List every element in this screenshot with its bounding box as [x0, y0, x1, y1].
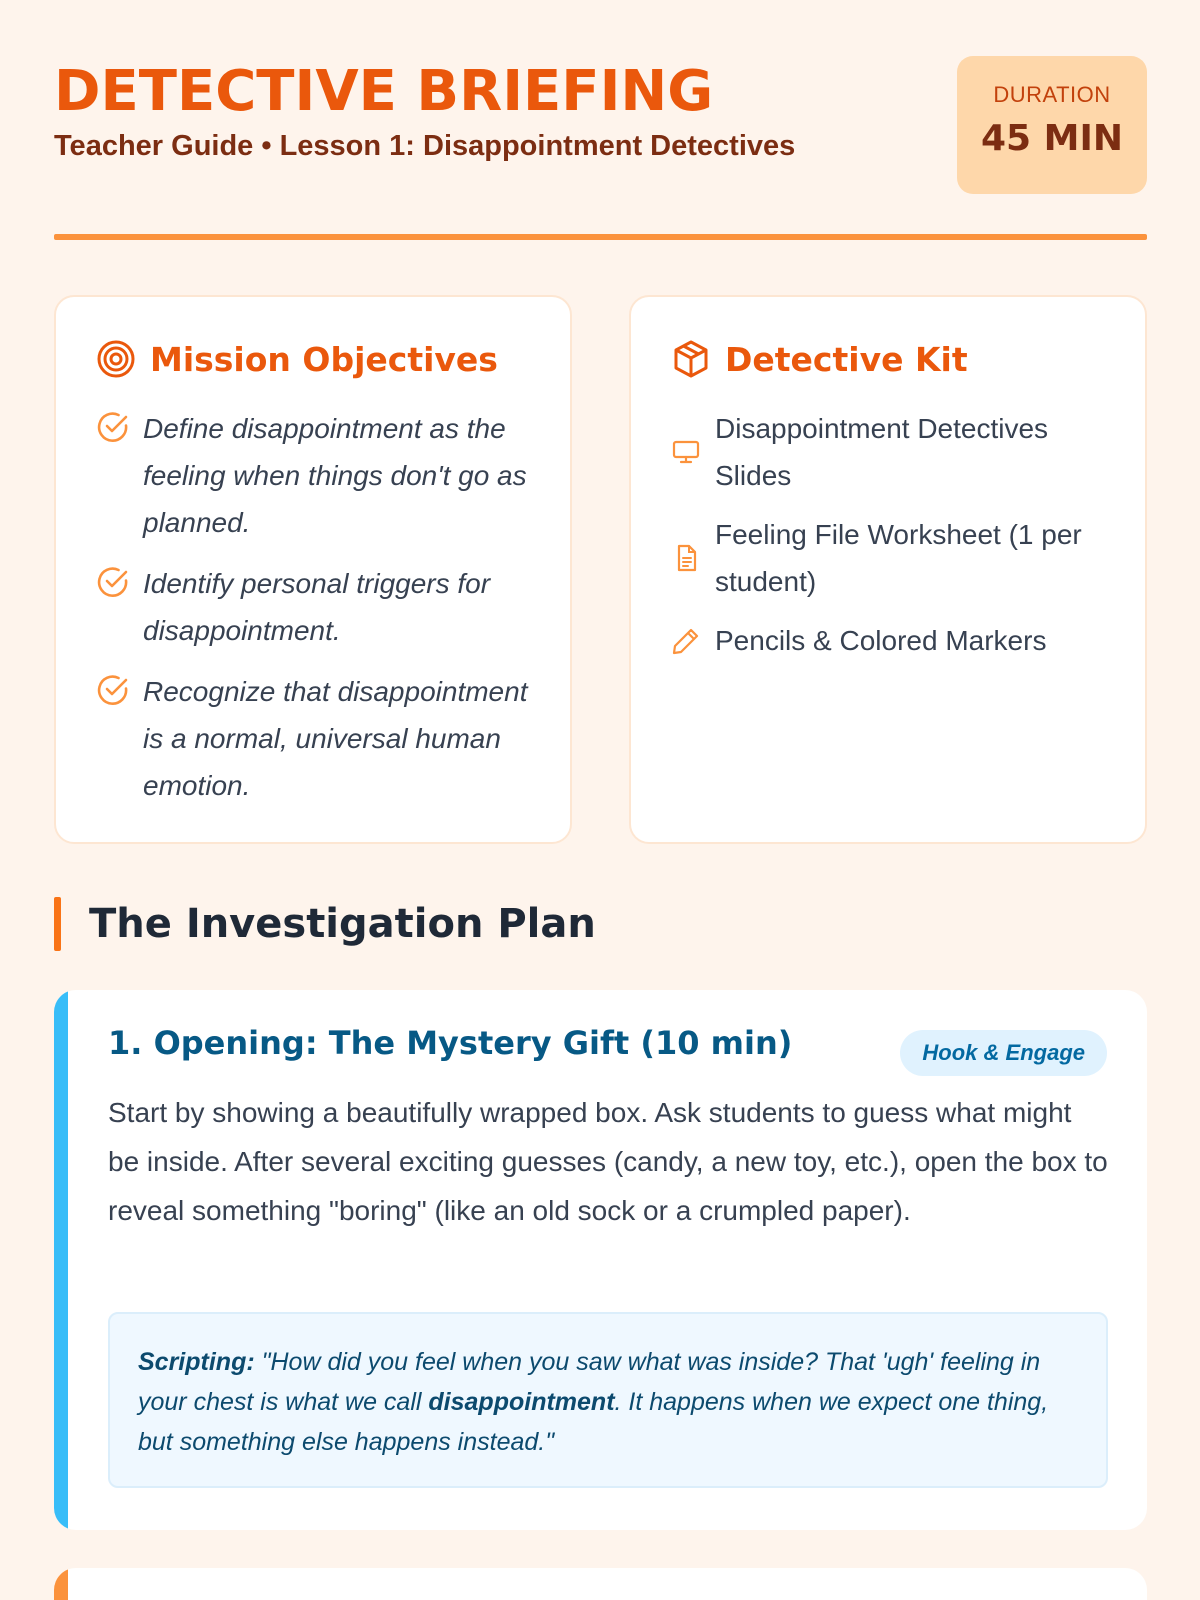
check-circle-icon — [96, 410, 130, 444]
list-item — [96, 405, 536, 546]
target-icon — [96, 339, 136, 379]
list-item — [671, 405, 1121, 499]
step-title: 1. Opening: The Mystery Gift (10 min) — [108, 1024, 793, 1062]
list-item — [671, 617, 1121, 664]
duration-badge — [957, 56, 1147, 194]
box-icon — [671, 339, 711, 379]
section-accent-bar — [54, 897, 61, 951]
kit-item-label: Feeling File Worksheet (1 per student) — [715, 519, 1082, 597]
objectives-list — [96, 405, 536, 823]
document-icon — [671, 543, 701, 573]
kit-title: Detective Kit — [725, 339, 968, 379]
page-subtitle: Teacher Guide • Lesson 1: Disappointment Detectives — [54, 130, 796, 162]
step-card-next — [54, 1568, 1147, 1600]
monitor-icon — [671, 437, 701, 467]
check-circle-icon — [96, 673, 130, 707]
scripting-text-2: . It happens when we expect one thing, but something else happens instead." — [138, 1388, 1049, 1456]
scripting-box — [108, 1312, 1108, 1488]
step-card — [54, 990, 1147, 1530]
objective-text: Define disappointment as the feeling when things don't go as planned. — [143, 413, 527, 538]
kit-item-label: Disappointment Detectives Slides — [715, 413, 1049, 491]
kit-item-label: Pencils & Colored Markers — [715, 625, 1047, 656]
scripting-text-1: "How did you feel when you saw what was inside? That 'ugh' feeling in your chest is what we call — [138, 1348, 1041, 1416]
kit-list — [671, 405, 1121, 676]
section-title: The Investigation Plan — [89, 901, 596, 947]
list-item — [96, 560, 536, 654]
duration-value: 45 MIN — [981, 118, 1123, 159]
list-item — [96, 668, 536, 809]
pencil-icon — [671, 626, 701, 656]
header-divider — [54, 234, 1147, 240]
list-item — [671, 511, 1121, 605]
step-accent-stripe — [54, 1568, 68, 1600]
objectives-card — [54, 295, 572, 844]
objective-text: Identify personal triggers for disappointment. — [143, 568, 491, 646]
check-circle-icon — [96, 565, 130, 599]
step-tag: Hook & Engage — [900, 1030, 1107, 1076]
kit-card — [629, 295, 1147, 844]
objective-text: Recognize that disappointment is a normal, universal human emotion. — [143, 676, 528, 801]
teacher-guide-page — [54, 0, 1147, 1600]
duration-label: DURATION — [993, 82, 1111, 107]
scripting-keyword: disappointment — [428, 1388, 615, 1416]
step-accent-stripe — [54, 990, 68, 1530]
objectives-header — [96, 337, 498, 381]
kit-header — [671, 337, 968, 381]
page-title: DETECTIVE BRIEFING — [54, 59, 714, 124]
header — [54, 56, 1147, 196]
step-description: Start by showing a beautifully wrapped box. Ask students to guess what might be inside. After several exciting guesses (candy, a new toy, etc.), open the box to reveal something "boring" (like an old sock or a crumpled paper). — [108, 1097, 1108, 1226]
objectives-title: Mission Objectives — [150, 339, 498, 379]
scripting-label: Scripting: — [138, 1348, 255, 1376]
section-header — [54, 897, 596, 951]
